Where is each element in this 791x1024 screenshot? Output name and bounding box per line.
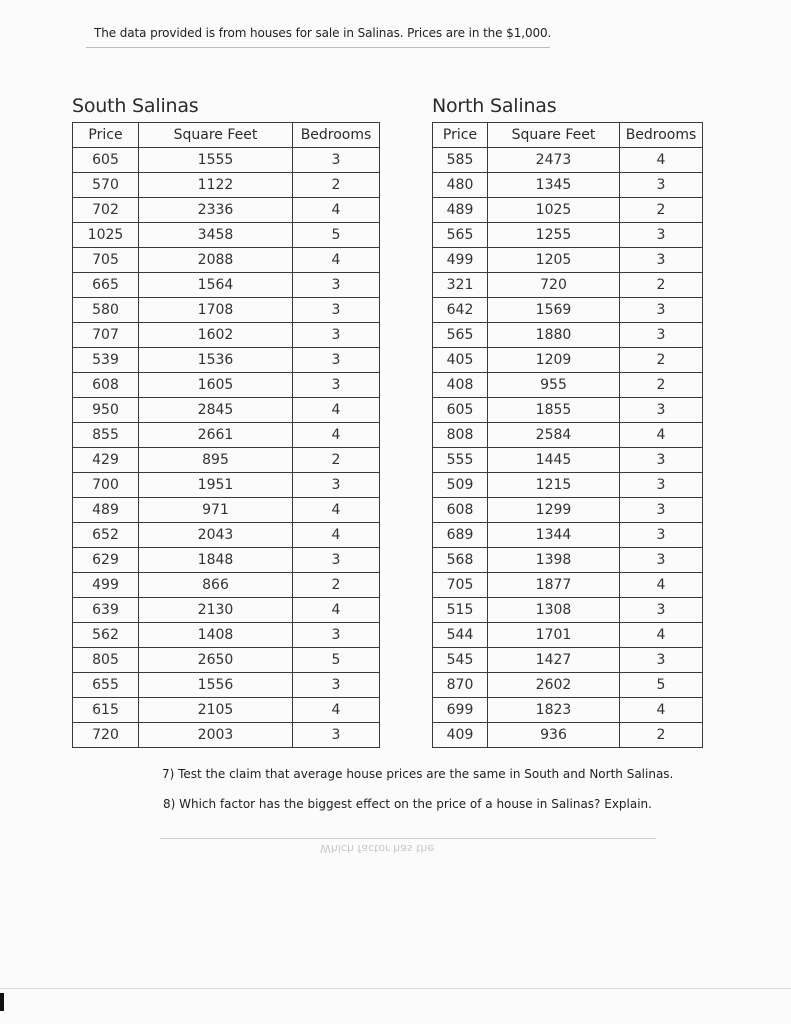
bedrooms-cell: 3 bbox=[293, 473, 380, 498]
square-feet-cell: 936 bbox=[488, 723, 620, 748]
table-row bbox=[73, 373, 380, 398]
price-cell: 565 bbox=[433, 223, 488, 248]
bedrooms-cell: 2 bbox=[293, 448, 380, 473]
square-feet-cell: 2105 bbox=[139, 698, 293, 723]
square-feet-cell: 1848 bbox=[139, 548, 293, 573]
price-cell: 1025 bbox=[73, 223, 139, 248]
bedrooms-cell: 3 bbox=[620, 323, 703, 348]
price-cell: 705 bbox=[73, 248, 139, 273]
price-cell: 580 bbox=[73, 298, 139, 323]
price-cell: 805 bbox=[73, 648, 139, 673]
question-8: 8) Which factor has the biggest effect on the price of a house in Salinas? Explain. bbox=[163, 797, 652, 811]
table-row bbox=[73, 648, 380, 673]
bedrooms-cell: 2 bbox=[620, 723, 703, 748]
price-header: Price bbox=[73, 123, 139, 148]
square-feet-cell: 2845 bbox=[139, 398, 293, 423]
table-row bbox=[73, 423, 380, 448]
bedrooms-cell: 3 bbox=[293, 723, 380, 748]
price-cell: 665 bbox=[73, 273, 139, 298]
table-row bbox=[433, 173, 703, 198]
bedrooms-cell: 3 bbox=[293, 548, 380, 573]
bedrooms-cell: 3 bbox=[293, 623, 380, 648]
square-feet-cell: 2043 bbox=[139, 523, 293, 548]
square-feet-cell: 1951 bbox=[139, 473, 293, 498]
price-cell: 499 bbox=[433, 248, 488, 273]
price-cell: 808 bbox=[433, 423, 488, 448]
table-row bbox=[73, 473, 380, 498]
table-row bbox=[433, 348, 703, 373]
square-feet-header: Square Feet bbox=[139, 123, 293, 148]
price-cell: 608 bbox=[73, 373, 139, 398]
square-feet-cell: 2003 bbox=[139, 723, 293, 748]
table-row bbox=[73, 623, 380, 648]
square-feet-cell: 1880 bbox=[488, 323, 620, 348]
table-row bbox=[433, 548, 703, 573]
price-cell: 652 bbox=[73, 523, 139, 548]
table-row bbox=[433, 248, 703, 273]
table-row bbox=[73, 148, 380, 173]
bedrooms-cell: 3 bbox=[293, 148, 380, 173]
bedrooms-cell: 2 bbox=[293, 173, 380, 198]
price-cell: 544 bbox=[433, 623, 488, 648]
scan-edge-mark bbox=[0, 993, 4, 1011]
table-row bbox=[73, 723, 380, 748]
table-row bbox=[433, 598, 703, 623]
bedrooms-cell: 4 bbox=[293, 598, 380, 623]
bedrooms-cell: 4 bbox=[620, 148, 703, 173]
square-feet-cell: 1445 bbox=[488, 448, 620, 473]
bedrooms-cell: 3 bbox=[620, 598, 703, 623]
table-row bbox=[433, 723, 703, 748]
bedrooms-cell: 4 bbox=[620, 623, 703, 648]
price-cell: 555 bbox=[433, 448, 488, 473]
table-row bbox=[73, 198, 380, 223]
table-row bbox=[433, 498, 703, 523]
price-cell: 480 bbox=[433, 173, 488, 198]
bedrooms-cell: 4 bbox=[293, 198, 380, 223]
price-cell: 689 bbox=[433, 523, 488, 548]
square-feet-cell: 1205 bbox=[488, 248, 620, 273]
table-row bbox=[433, 698, 703, 723]
square-feet-cell: 1877 bbox=[488, 573, 620, 598]
table-row bbox=[73, 173, 380, 198]
bedrooms-cell: 3 bbox=[620, 173, 703, 198]
price-cell: 605 bbox=[433, 398, 488, 423]
price-cell: 570 bbox=[73, 173, 139, 198]
table-row bbox=[433, 573, 703, 598]
bleed-through-text: Which factor has the bbox=[320, 842, 435, 855]
bedrooms-cell: 3 bbox=[620, 298, 703, 323]
bedrooms-header: Bedrooms bbox=[293, 123, 380, 148]
table-row bbox=[73, 273, 380, 298]
square-feet-cell: 1398 bbox=[488, 548, 620, 573]
price-header: Price bbox=[433, 123, 488, 148]
bedrooms-cell: 5 bbox=[620, 673, 703, 698]
bedrooms-cell: 3 bbox=[620, 498, 703, 523]
price-cell: 489 bbox=[73, 498, 139, 523]
square-feet-cell: 2650 bbox=[139, 648, 293, 673]
price-cell: 615 bbox=[73, 698, 139, 723]
square-feet-cell: 2584 bbox=[488, 423, 620, 448]
square-feet-cell: 1701 bbox=[488, 623, 620, 648]
table-row bbox=[73, 598, 380, 623]
question-7: 7) Test the claim that average house prices are the same in South and North Salinas. bbox=[162, 767, 674, 781]
bedrooms-cell: 4 bbox=[293, 248, 380, 273]
price-cell: 639 bbox=[73, 598, 139, 623]
bedrooms-cell: 3 bbox=[293, 323, 380, 348]
table-row bbox=[73, 248, 380, 273]
intro-underline bbox=[86, 47, 550, 48]
square-feet-cell: 2336 bbox=[139, 198, 293, 223]
bedrooms-cell: 3 bbox=[620, 548, 703, 573]
square-feet-cell: 1345 bbox=[488, 173, 620, 198]
square-feet-cell: 1344 bbox=[488, 523, 620, 548]
square-feet-cell: 2088 bbox=[139, 248, 293, 273]
square-feet-cell: 866 bbox=[139, 573, 293, 598]
square-feet-cell: 1602 bbox=[139, 323, 293, 348]
table-row bbox=[73, 448, 380, 473]
table-row bbox=[73, 698, 380, 723]
table-row bbox=[433, 673, 703, 698]
bedrooms-cell: 4 bbox=[293, 423, 380, 448]
table-row bbox=[433, 398, 703, 423]
table-row bbox=[433, 373, 703, 398]
square-feet-cell: 1556 bbox=[139, 673, 293, 698]
price-cell: 608 bbox=[433, 498, 488, 523]
price-cell: 605 bbox=[73, 148, 139, 173]
bedrooms-cell: 3 bbox=[620, 473, 703, 498]
price-cell: 568 bbox=[433, 548, 488, 573]
question-underline bbox=[160, 838, 656, 839]
price-cell: 409 bbox=[433, 723, 488, 748]
price-cell: 408 bbox=[433, 373, 488, 398]
square-feet-cell: 1569 bbox=[488, 298, 620, 323]
square-feet-cell: 971 bbox=[139, 498, 293, 523]
price-cell: 655 bbox=[73, 673, 139, 698]
bedrooms-cell: 3 bbox=[293, 348, 380, 373]
bedrooms-cell: 4 bbox=[620, 573, 703, 598]
square-feet-cell: 1823 bbox=[488, 698, 620, 723]
price-cell: 321 bbox=[433, 273, 488, 298]
square-feet-cell: 1299 bbox=[488, 498, 620, 523]
price-cell: 705 bbox=[433, 573, 488, 598]
page-edge bbox=[0, 988, 791, 989]
bedrooms-cell: 4 bbox=[620, 423, 703, 448]
square-feet-cell: 1708 bbox=[139, 298, 293, 323]
price-cell: 585 bbox=[433, 148, 488, 173]
north-salinas-title: North Salinas bbox=[432, 95, 557, 117]
table-row bbox=[433, 198, 703, 223]
bedrooms-cell: 4 bbox=[293, 523, 380, 548]
table-row bbox=[433, 148, 703, 173]
square-feet-cell: 3458 bbox=[139, 223, 293, 248]
square-feet-cell: 895 bbox=[139, 448, 293, 473]
price-cell: 702 bbox=[73, 198, 139, 223]
bedrooms-cell: 2 bbox=[620, 198, 703, 223]
bedrooms-cell: 2 bbox=[293, 573, 380, 598]
north-salinas-table bbox=[432, 122, 703, 748]
table-row bbox=[433, 273, 703, 298]
table-row bbox=[433, 423, 703, 448]
bedrooms-cell: 3 bbox=[293, 373, 380, 398]
price-cell: 405 bbox=[433, 348, 488, 373]
table-row bbox=[73, 548, 380, 573]
bedrooms-cell: 4 bbox=[293, 498, 380, 523]
bedrooms-cell: 3 bbox=[620, 523, 703, 548]
bedrooms-cell: 4 bbox=[293, 698, 380, 723]
price-cell: 855 bbox=[73, 423, 139, 448]
price-cell: 565 bbox=[433, 323, 488, 348]
table-row bbox=[433, 323, 703, 348]
bedrooms-cell: 3 bbox=[620, 223, 703, 248]
table-row bbox=[73, 573, 380, 598]
bedrooms-cell: 3 bbox=[293, 298, 380, 323]
square-feet-cell: 955 bbox=[488, 373, 620, 398]
square-feet-cell: 1427 bbox=[488, 648, 620, 673]
price-cell: 499 bbox=[73, 573, 139, 598]
bedrooms-cell: 3 bbox=[620, 398, 703, 423]
square-feet-header: Square Feet bbox=[488, 123, 620, 148]
square-feet-cell: 1122 bbox=[139, 173, 293, 198]
table-row bbox=[73, 673, 380, 698]
table-row bbox=[73, 523, 380, 548]
square-feet-cell: 1025 bbox=[488, 198, 620, 223]
table-row bbox=[433, 648, 703, 673]
south-salinas-table bbox=[72, 122, 380, 748]
table-row bbox=[73, 348, 380, 373]
price-cell: 629 bbox=[73, 548, 139, 573]
bedrooms-cell: 2 bbox=[620, 348, 703, 373]
square-feet-cell: 1308 bbox=[488, 598, 620, 623]
bedrooms-cell: 3 bbox=[293, 673, 380, 698]
square-feet-cell: 1536 bbox=[139, 348, 293, 373]
square-feet-cell: 720 bbox=[488, 273, 620, 298]
square-feet-cell: 1209 bbox=[488, 348, 620, 373]
square-feet-cell: 2473 bbox=[488, 148, 620, 173]
square-feet-cell: 1215 bbox=[488, 473, 620, 498]
price-cell: 545 bbox=[433, 648, 488, 673]
price-cell: 720 bbox=[73, 723, 139, 748]
bedrooms-cell: 4 bbox=[620, 698, 703, 723]
intro-text: The data provided is from houses for sale in Salinas. Prices are in the $1,000. bbox=[94, 26, 552, 40]
table-row bbox=[73, 298, 380, 323]
price-cell: 515 bbox=[433, 598, 488, 623]
price-cell: 642 bbox=[433, 298, 488, 323]
table-row bbox=[433, 523, 703, 548]
bedrooms-cell: 5 bbox=[293, 223, 380, 248]
table-row bbox=[433, 298, 703, 323]
price-cell: 707 bbox=[73, 323, 139, 348]
table-row bbox=[433, 223, 703, 248]
bedrooms-cell: 2 bbox=[620, 273, 703, 298]
square-feet-cell: 1555 bbox=[139, 148, 293, 173]
price-cell: 509 bbox=[433, 473, 488, 498]
table-row bbox=[73, 498, 380, 523]
square-feet-cell: 1605 bbox=[139, 373, 293, 398]
bedrooms-cell: 4 bbox=[293, 398, 380, 423]
bedrooms-cell: 3 bbox=[620, 448, 703, 473]
table-row bbox=[433, 473, 703, 498]
square-feet-cell: 1564 bbox=[139, 273, 293, 298]
bedrooms-cell: 3 bbox=[620, 648, 703, 673]
bedrooms-header: Bedrooms bbox=[620, 123, 703, 148]
table-row bbox=[433, 448, 703, 473]
square-feet-cell: 1855 bbox=[488, 398, 620, 423]
square-feet-cell: 1408 bbox=[139, 623, 293, 648]
price-cell: 870 bbox=[433, 673, 488, 698]
square-feet-cell: 2130 bbox=[139, 598, 293, 623]
bedrooms-cell: 5 bbox=[293, 648, 380, 673]
square-feet-cell: 2602 bbox=[488, 673, 620, 698]
table-header-row bbox=[433, 123, 703, 148]
bedrooms-cell: 3 bbox=[293, 273, 380, 298]
table-header-row bbox=[73, 123, 380, 148]
price-cell: 429 bbox=[73, 448, 139, 473]
price-cell: 562 bbox=[73, 623, 139, 648]
price-cell: 489 bbox=[433, 198, 488, 223]
price-cell: 699 bbox=[433, 698, 488, 723]
table-row bbox=[73, 323, 380, 348]
bedrooms-cell: 3 bbox=[620, 248, 703, 273]
table-row bbox=[73, 223, 380, 248]
price-cell: 700 bbox=[73, 473, 139, 498]
south-salinas-title: South Salinas bbox=[72, 95, 199, 117]
square-feet-cell: 2661 bbox=[139, 423, 293, 448]
table-row bbox=[73, 398, 380, 423]
price-cell: 950 bbox=[73, 398, 139, 423]
table-row bbox=[433, 623, 703, 648]
price-cell: 539 bbox=[73, 348, 139, 373]
square-feet-cell: 1255 bbox=[488, 223, 620, 248]
bedrooms-cell: 2 bbox=[620, 373, 703, 398]
